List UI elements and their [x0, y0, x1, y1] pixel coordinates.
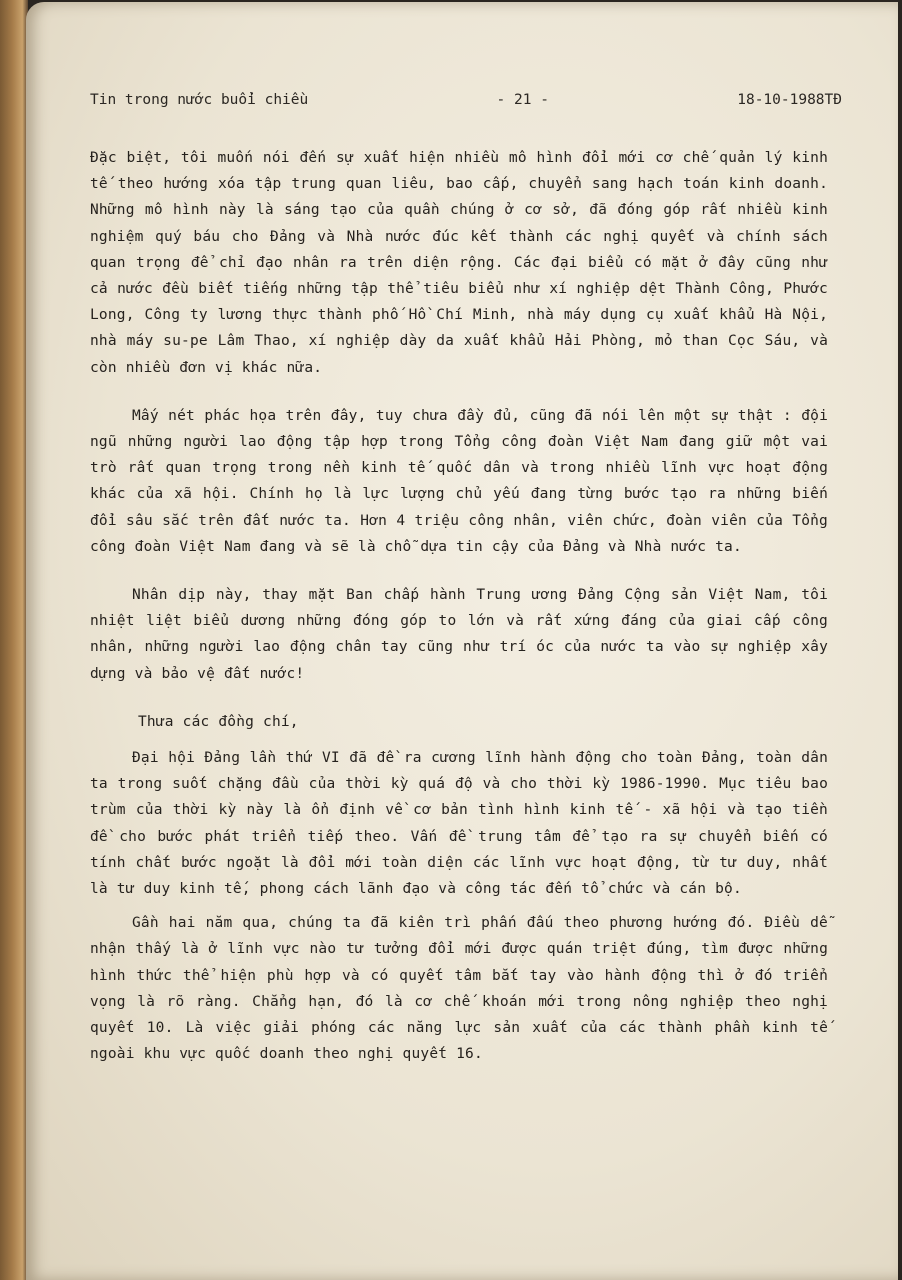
paragraph-2: Mấy nét phác họa trên đây, tuy chưa đầy đủ, cũng đã nói lên một sự thật : đội ngũ những người lao động tập hợp trong Tổng công đoàn Việt Nam đang giữ một vai trò rất quan trọng trong nền kinh tế quốc dân và trong nhiều lĩnh vực hoạt động khác của xã hội. Chính họ là lực lượng chủ yếu đang từng bước tạo ra những biến đổi sâu sắc trên đất nước ta. Hơn 4 triệu công nhân, viên chức, đoàn viên của Tổng công đoàn Việt Nam đang và sẽ là chỗ dựa tin cậy của Đảng và Nhà nước ta.	[90, 407, 828, 555]
header-page-number: - 21 -	[496, 92, 549, 108]
paragraph-1: Đặc biệt, tôi muốn nói đến sự xuất hiện nhiều mô hình đổi mới cơ chế quản lý kinh tế theo hướng xóa tập trung quan liêu, bao cấp, chuyển sang hạch toán kinh doanh. Những mô hình này là sáng tạo của quần chúng ở cơ sở, đã đóng góp rất nhiều kinh nghiệm quý báu cho Đảng và Nhà nước đúc kết thành các nghị quyết và chính sách quan trọng để chỉ đạo nhân ra trên diện rộng. Các đại biểu có mặt ở đây cũng như cả nước đều biết tiếng những tập thể tiêu biểu như xí nghiệp dệt Thành Công, Phước Long, Công ty lương thực thành phố Hồ Chí Minh, nhà máy dụng cụ xuất khẩu Hà Nội, nhà máy su-pe Lâm Thao, xí nghiệp dày da xuất khẩu Hải Phòng, mỏ than Cọc Sáu, và còn nhiều đơn vị khác nữa.	[90, 150, 828, 376]
paragraph-4: Đại hội Đảng lần thứ VI đã đề ra cương lĩnh hành động cho toàn Đảng, toàn dân ta trong suốt chặng đầu của thời kỳ quá độ và cho thời kỳ 1986-1990. Mục tiêu bao trùm của thời kỳ này là ổn định về cơ bản tình hình kinh tế - xã hội và tạo tiền đề cho bước phát triển tiếp theo. Vấn đề trung tâm để tạo ra sự chuyển biến có tính chất bước ngoặt là đổi mới toàn diện các lĩnh vực hoạt động, từ tư duy, nhất là tư duy kinh tế, phong cách lãnh đạo và công tác đến tổ chức và cán bộ.	[90, 750, 828, 898]
paragraph-3: Nhân dịp này, thay mặt Ban chấp hành Trung ương Đảng Cộng sản Việt Nam, tôi nhiệt liệt biểu dương những đóng góp to lớn và rất xứng đáng của giai cấp công nhân, những người lao động chân tay cũng như trí óc của nước ta vào sự nghiệp xây dựng và bảo vệ đất nước!	[90, 587, 828, 682]
paragraph-5: Gần hai năm qua, chúng ta đã kiên trì phấn đấu theo phương hướng đó. Điều dễ nhận thấy là ở lĩnh vực nào tư tưởng đổi mới được quán triệt đúng, tìm được những hình thức thể hiện phù hợp và có quyết tâm bắt tay vào hành động thì ở đó triển vọng là rõ ràng. Chẳng hạn, đó là cơ chế khoán mới trong nông nghiệp theo nghị quyết 10. Là việc giải phóng các năng lực sản xuất của các thành phần kinh tế ngoài khu vực quốc doanh theo nghị quyết 16.	[90, 915, 828, 1063]
header-date: 18-10-1988TĐ	[737, 92, 842, 108]
header-source: Tin trong nước buổi chiều	[90, 92, 309, 108]
book-spine	[0, 0, 28, 1280]
salutation: Thưa các đồng chí,	[138, 713, 299, 730]
document-body	[90, 145, 828, 1090]
page-header	[90, 92, 842, 108]
